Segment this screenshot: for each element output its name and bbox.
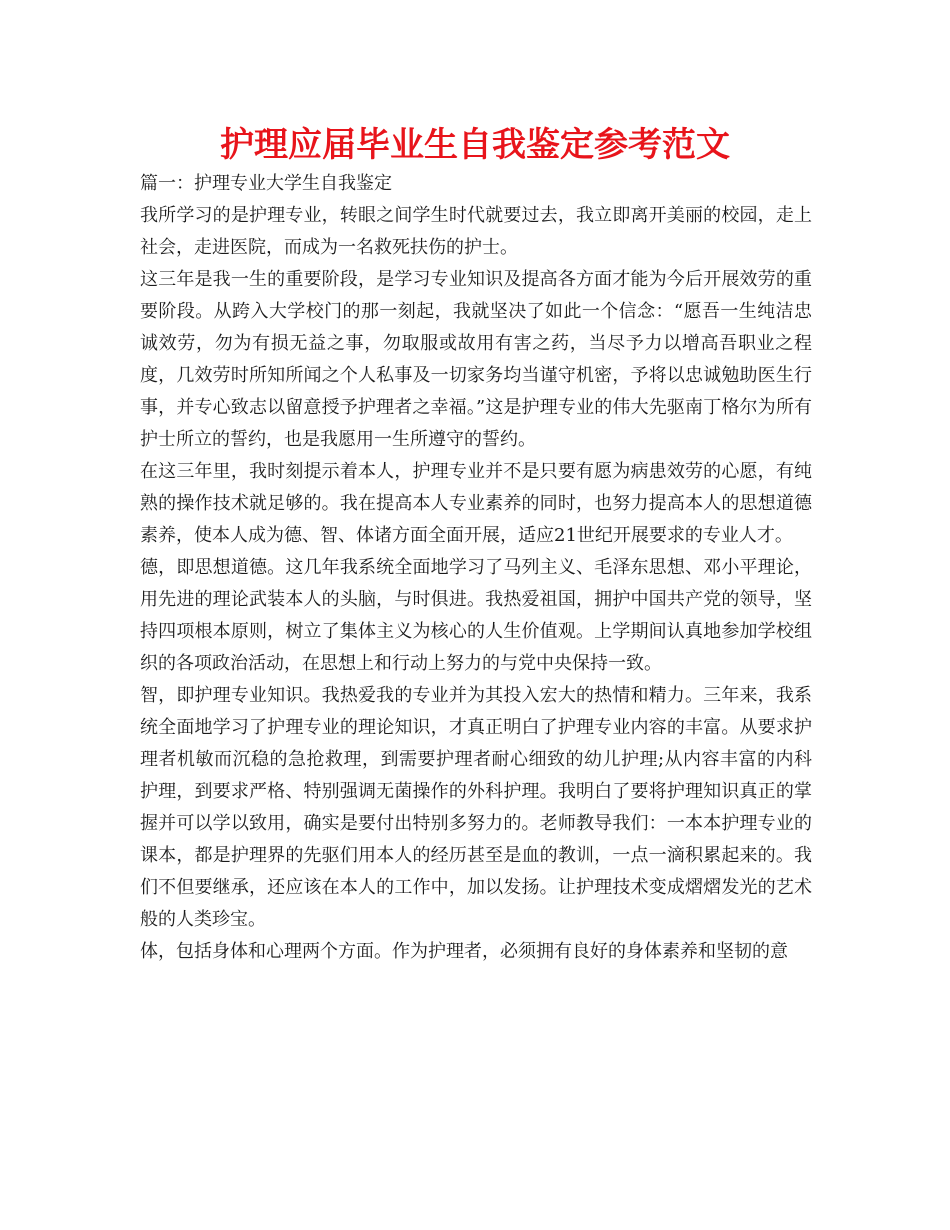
body-paragraph: 这三年是我一生的重要阶段，是学习专业知识及提高各方面才能为今后开展效劳的重要阶段。从跨入大学校门的那一刻起，我就坚决了如此一个信念：“愿吾一生纯洁忠诚效劳，勿为有损无益之事，勿取服或故用有害之药，当尽予力以增高吾职业之程度，几效劳时所知所闻之个人私事及一切家务均当谨守机密，予将以忠诚勉助医生行事，并专心致志以留意授予护理者之幸福。”这是护理专业的伟大先驱南丁格尔为所有护士所立的誓约，也是我愿用一生所遵守的誓约。 bbox=[140, 269, 812, 450]
body-paragraph: 德，即思想道德。这几年我系统全面地学习了马列主义、毛泽东思想、邓小平理论，用先进的理论武装本人的头脑，与时俱进。我热爱祖国，拥护中国共产党的领导，坚持四项根本原则，树立了集体主义为核心的人生价值观。上学期间认真地参加学校组织的各项政治活动，在思想上和行动上努力的与党中央保持一致。 bbox=[140, 557, 812, 674]
section-heading: 篇一：护理专业大学生自我鉴定 bbox=[140, 173, 392, 194]
body-paragraph: 我所学习的是护理专业，转眼之间学生时代就要过去，我立即离开美丽的校园，走上社会，走进医院，而成为一名救死扶伤的护士。 bbox=[140, 205, 812, 258]
body-paragraph: 智，即护理专业知识。我热爱我的专业并为其投入宏大的热情和精力。三年来，我系统全面地学习了护理专业的理论知识，才真正明白了护理专业内容的丰富。从要求护理者机敏而沉稳的急抢救理，到需要护理者耐心细致的幼儿护理;从内容丰富的内科护理，到要求严格、特别强调无菌操作的外科护理。我明白了要将护理知识真正的掌握并可以学以致用，确实是要付出特别多努力的。老师教导我们：一本本护理专业的课本，都是护理界的先驱们用本人的经历甚至是血的教训，一点一滴积累起来的。我们不但要继承，还应该在本人的工作中，加以发扬。让护理技术变成熠熠发光的艺术般的人类珍宝。 bbox=[140, 685, 812, 930]
document-title: 护理应届毕业生自我鉴定参考范文 bbox=[220, 125, 730, 165]
body-paragraph: 体，包括身体和心理两个方面。作为护理者，必须拥有良好的身体素养和坚韧的意 bbox=[140, 941, 788, 962]
body-paragraph: 在这三年里，我时刻提示着本人，护理专业并不是只要有愿为病患效劳的心愿，有纯熟的操作技术就足够的。我在提高本人专业素养的同时，也努力提高本人的思想道德素养，使本人成为德、智、体诸方面全面开展，适应21世纪开展要求的专业人才。 bbox=[140, 461, 812, 546]
document-body bbox=[140, 168, 812, 968]
